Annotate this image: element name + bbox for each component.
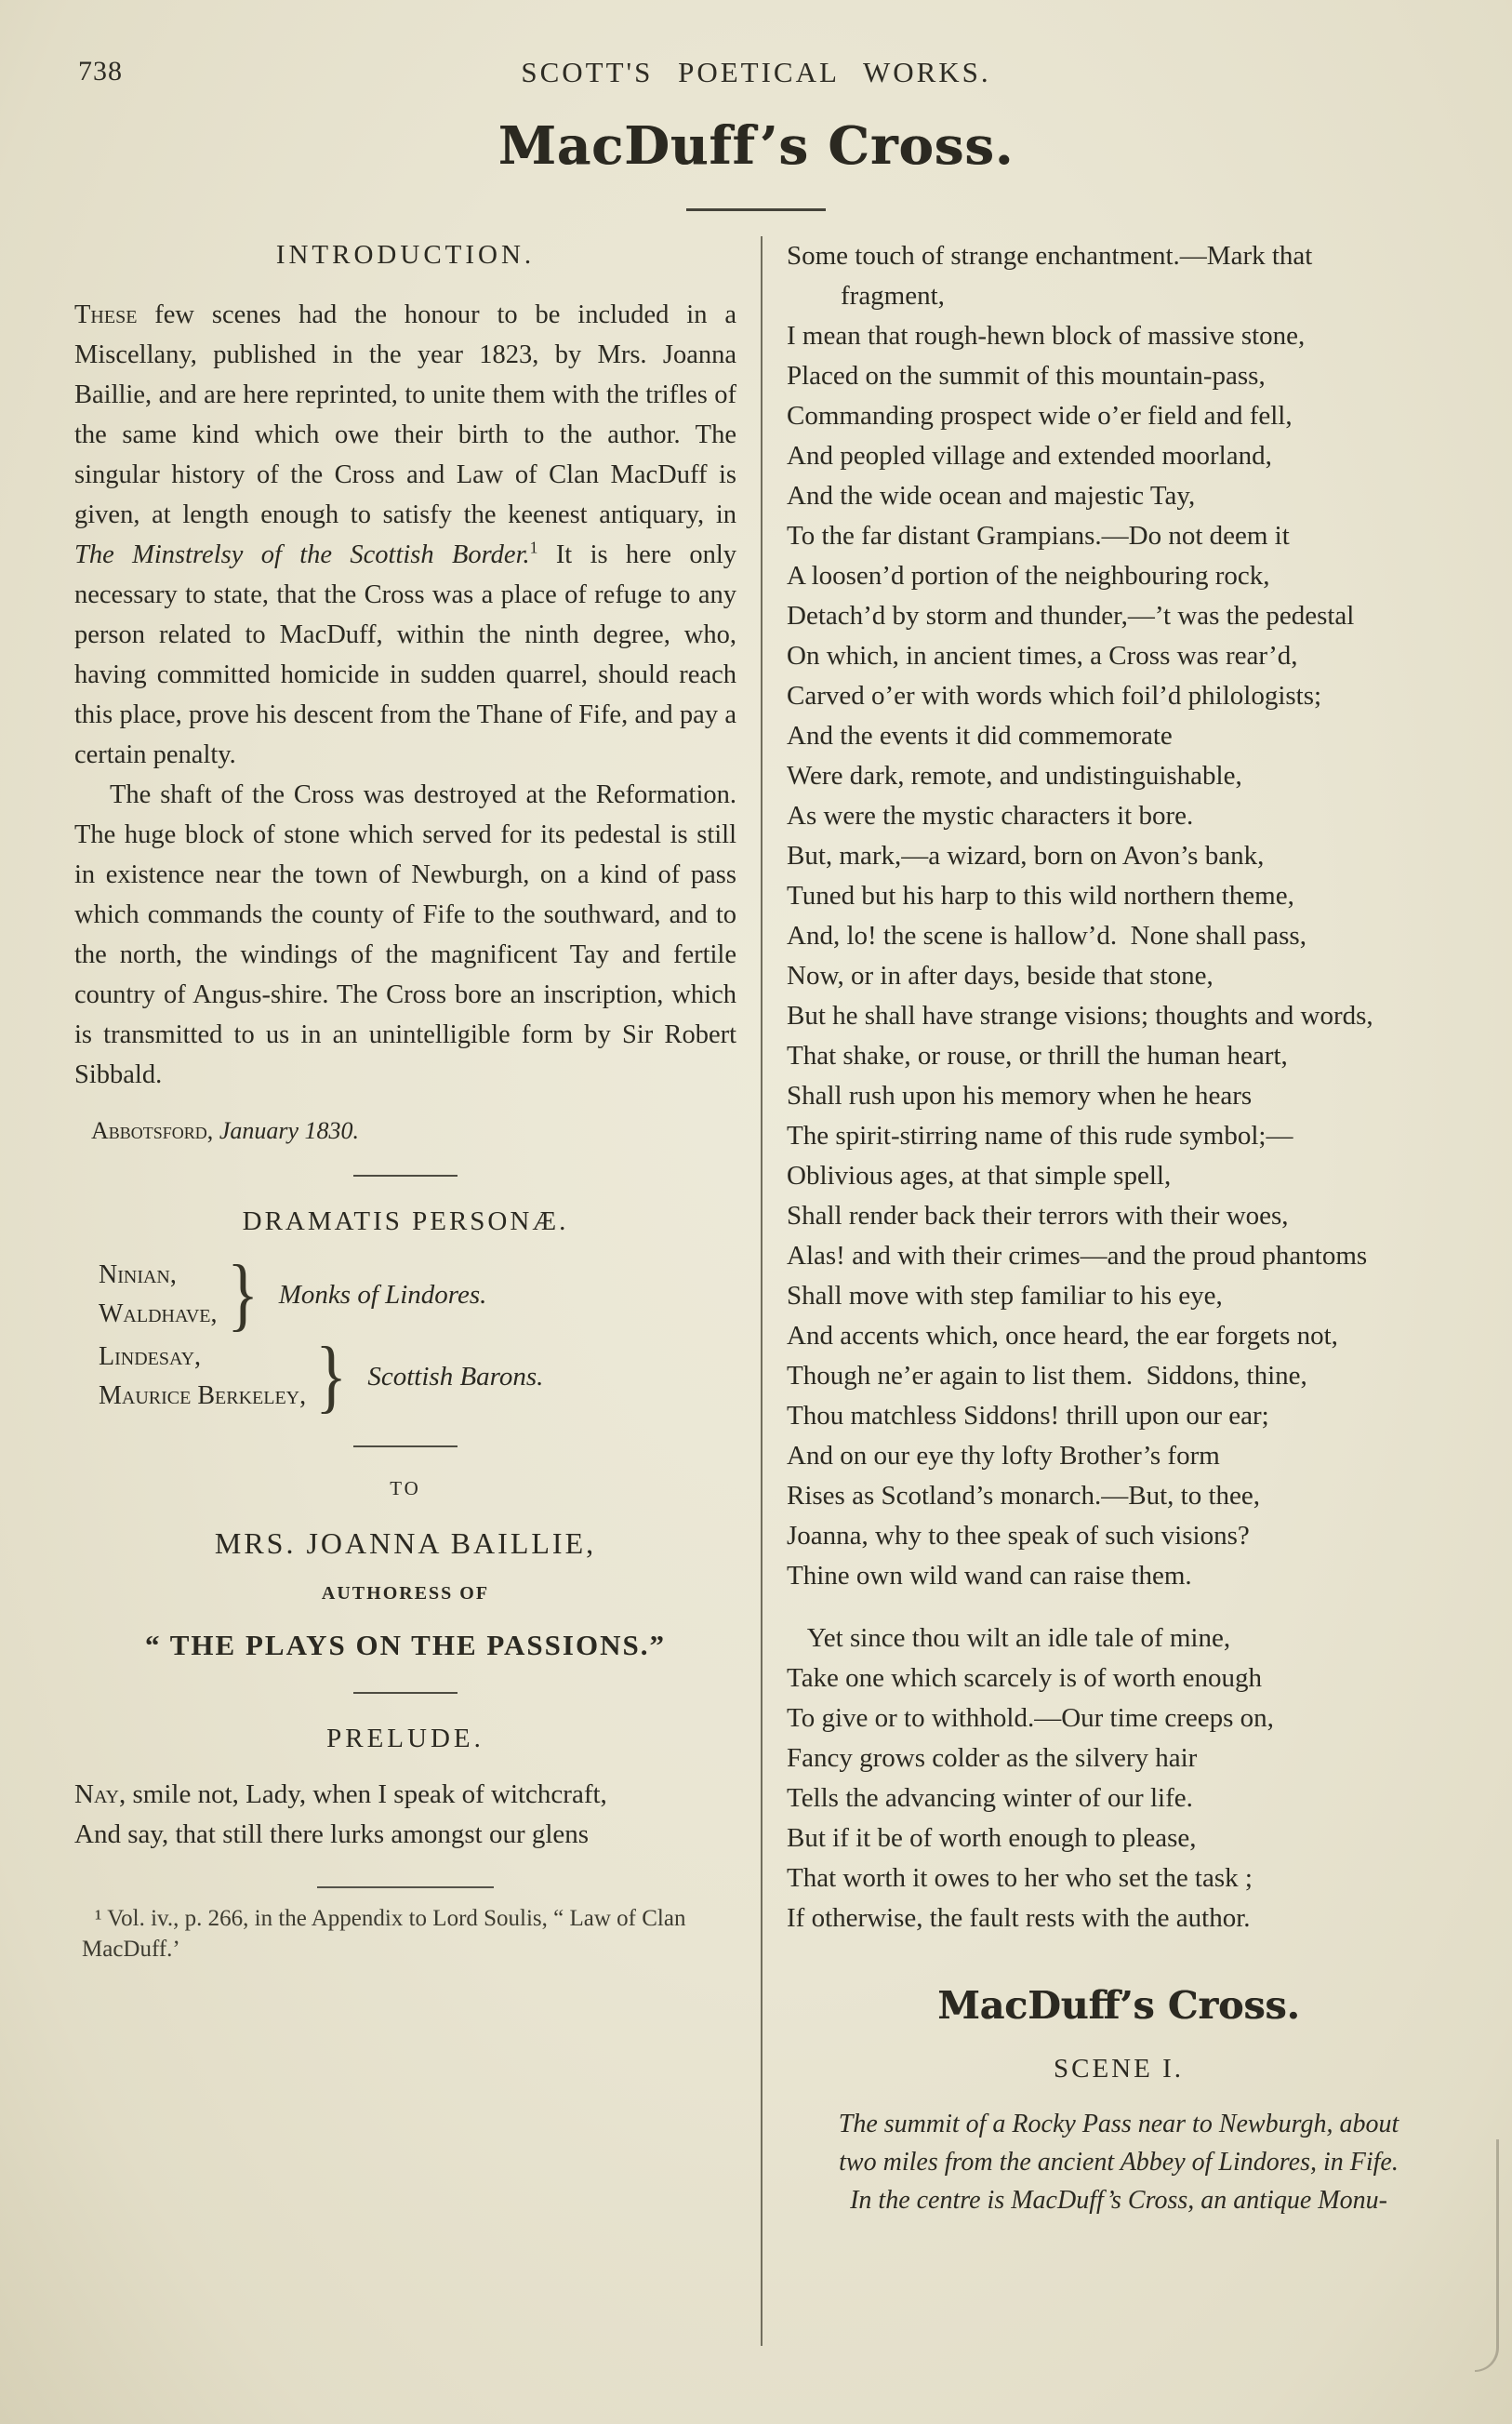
poem-line: Thou matchless Siddons! thrill upon our ear;: [787, 1401, 1269, 1431]
poem-line: Take one which scarcely is of worth enough: [787, 1663, 1262, 1693]
footnote: ¹ Vol. iv., p. 266, in the Appendix to Lord Soulis, “ Law of Clan MacDuff.’: [82, 1906, 686, 1962]
character-description: Scottish Barons.: [367, 1361, 544, 1392]
poem-line: Thine own wild wand can raise them.: [787, 1561, 1192, 1591]
dramatis-names: [99, 1256, 218, 1334]
text-segment: The Minstrelsy of the Scottish Border.: [74, 540, 530, 569]
scene-heading: SCENE I.: [1054, 2054, 1184, 2084]
poem-line: But if it be of worth enough to please,: [787, 1823, 1197, 1853]
column-divider: [761, 236, 763, 2346]
stage-direction-line: two miles from the ancient Abbey of Lindores, in Fife.: [839, 2148, 1399, 2177]
scan-artifact: [1475, 2139, 1499, 2372]
poem-line: And on our eye thy lofty Brother’s form: [787, 1441, 1220, 1471]
poem-line: To give or to withhold.—Our time creeps on,: [787, 1703, 1274, 1733]
poem-line: If otherwise, the fault rests with the author.: [787, 1903, 1251, 1933]
dramatis-group: [99, 1331, 736, 1421]
introduction-paragraph-1: [74, 295, 736, 775]
poem-line: The spirit-stirring name of this rude symbol;—: [787, 1121, 1293, 1151]
stage-direction-line: The summit of a Rocky Pass near to Newburgh, about: [838, 2110, 1399, 2138]
dedication-work: “ THE PLAYS ON THE PASSIONS.”: [145, 1629, 666, 1661]
two-column-layout: [74, 236, 1452, 2346]
poem-line: Were dark, remote, and undistinguishable,: [787, 761, 1242, 791]
poem-line: Commanding prospect wide o’er field and fell,: [787, 401, 1293, 431]
prelude-line: And say, that still there lurks amongst our glens: [74, 1819, 590, 1849]
poem-line: fragment,: [787, 281, 945, 311]
section-rule: [353, 1175, 458, 1177]
dedication-role: AUTHORESS OF: [321, 1583, 490, 1604]
poem-line: Some touch of strange enchantment.—Mark that: [787, 241, 1313, 271]
section-rule: [353, 1445, 458, 1447]
poem-line: Rises as Scotland’s monarch.—But, to thee,: [787, 1481, 1261, 1511]
character-name: Waldhave,: [99, 1299, 218, 1328]
footnote-rule: [317, 1886, 494, 1888]
section-rule: [353, 1692, 458, 1694]
prelude-line-smallcaps: Nay,: [74, 1779, 126, 1809]
dedication-name: MRS. JOANNA BAILLIE,: [214, 1526, 597, 1560]
text-segment: The shaft of the Cross was destroyed at the Reformation. The huge block of stone which served for its pedestal is still in existence near the town of Newburgh, on a kind of pass which commands the county of Fife to the southward, and to the north, the windings of the magnificent Tay and fertile country of Angus-shire. The Cross bore an inscription, which is transmitted to us in an unintelligible form by Sir Robert Sibbald.: [74, 780, 736, 1089]
dramatis-heading: DRAMATIS PERSONÆ.: [242, 1206, 569, 1236]
dramatis-group: [99, 1249, 736, 1339]
poem-line: And peopled village and extended moorland,: [787, 441, 1272, 471]
dateline-segment: January 1830.: [213, 1117, 360, 1144]
text-segment: 1: [529, 538, 538, 557]
character-name: Ninian,: [99, 1260, 177, 1289]
poem-line: Now, or in after days, beside that stone,: [787, 961, 1214, 991]
poem-line: That worth it owes to her who set the task ;: [787, 1863, 1253, 1893]
dramatis-groups: [74, 1249, 736, 1421]
poem-stanza-2: [787, 1618, 1451, 1938]
stage-direction: [787, 2105, 1451, 2219]
poem-line: Carved o’er with words which foil’d philologists;: [787, 681, 1322, 711]
dateline-segment: Abbotsford,: [91, 1117, 214, 1144]
poem-line: And the wide ocean and majestic Tay,: [787, 481, 1196, 511]
character-name: Lindesay,: [99, 1342, 202, 1371]
right-column: [787, 236, 1451, 2219]
prelude-line: [74, 1775, 736, 1815]
poem-line: Tells the advancing winter of our life.: [787, 1783, 1193, 1813]
poem-stanza-1: [787, 236, 1451, 1596]
introduction-paragraph-2: [74, 775, 736, 1095]
brace-glyph: }: [315, 1331, 348, 1421]
stage-direction-line: In the centre is MacDuff’s Cross, an antique Monu-: [850, 2186, 1387, 2215]
dedication: [74, 1477, 736, 1662]
character-name: Maurice Berkeley,: [99, 1381, 307, 1410]
section-title: MacDuff’s Cross.: [937, 1983, 1300, 2028]
prelude-heading: PRELUDE.: [326, 1724, 484, 1753]
poem-line: Fancy grows colder as the silvery hair: [787, 1743, 1198, 1773]
poem-line: But he shall have strange visions; thoughts and words,: [787, 1001, 1373, 1031]
poem-line: But, mark,—a wizard, born on Avon’s bank,: [787, 841, 1265, 871]
poem-line: On which, in ancient times, a Cross was rear’d,: [787, 641, 1298, 671]
text-segment: few scenes had the honour to be included in a Miscellany, published in the year 1823, by Mrs. Joanna Baillie, and are here reprinted, to unite them with the trifles of the same kind which owe their birth to the author. The singular history of the Cross and Law of Clan MacDuff is given, at length enough to satisfy the keenest antiquary, in: [74, 300, 736, 529]
text-segment: These: [74, 300, 138, 329]
poem-line: To the far distant Grampians.—Do not deem it: [787, 521, 1290, 551]
poem-line: Placed on the summit of this mountain-pass,: [787, 361, 1266, 391]
poem-line: Shall rush upon his memory when he hears: [787, 1081, 1253, 1111]
title-rule: [686, 208, 826, 211]
poem-line: Though ne’er again to list them. Siddons, thine,: [787, 1361, 1307, 1391]
poem-title: MacDuff’s Cross.: [497, 115, 1015, 177]
poem-line: As were the mystic characters it bore.: [787, 801, 1194, 831]
dramatis-names: [99, 1338, 306, 1416]
poem-line: And, lo! the scene is hallow’d. None shall pass,: [787, 921, 1306, 951]
poem-line: Detach’d by storm and thunder,—’t was the pedestal: [787, 601, 1355, 631]
poem-line: And the events it did commemorate: [787, 721, 1173, 751]
poem-line: Shall move with step familiar to his eye,: [787, 1281, 1223, 1311]
character-description: Monks of Lindores.: [278, 1279, 487, 1310]
text-segment: It is here only necessary to state, that the Cross was a place of refuge to any person related to MacDuff, within the ninth degree, who, having committed homicide in sudden quarrel, should reach this place, prove his descent from the Thane of Fife, and pay a certain penalty.: [74, 540, 736, 769]
running-title: SCOTT'S POETICAL WORKS.: [521, 56, 991, 88]
introduction-heading: INTRODUCTION.: [275, 240, 536, 270]
poem-line: And accents which, once heard, the ear forgets not,: [787, 1321, 1338, 1351]
poem-line: I mean that rough-hewn block of massive stone,: [787, 321, 1306, 351]
poem-line: Oblivious ages, at that simple spell,: [787, 1161, 1172, 1191]
poem-line: Yet since thou wilt an idle tale of mine,: [787, 1623, 1231, 1653]
prelude-line-rest: smile not, Lady, when I speak of witchcraft,: [126, 1779, 607, 1809]
poem-line: Tuned but his harp to this wild northern theme,: [787, 881, 1294, 911]
poem-line: Joanna, why to thee speak of such visions?: [787, 1521, 1250, 1551]
dateline: [91, 1117, 736, 1145]
page-number: 738: [78, 56, 123, 87]
brace-glyph: }: [226, 1249, 259, 1339]
poem-line: Alas! and with their crimes—and the proud phantoms: [787, 1241, 1368, 1271]
running-header: [0, 56, 1512, 89]
poem-line: Shall render back their terrors with their woes,: [787, 1201, 1289, 1231]
dedication-to: TO: [390, 1477, 421, 1499]
left-column: [74, 236, 736, 1965]
poem-line: A loosen’d portion of the neighbouring rock,: [787, 561, 1270, 591]
poem-line: That shake, or rouse, or thrill the human heart,: [787, 1041, 1288, 1071]
